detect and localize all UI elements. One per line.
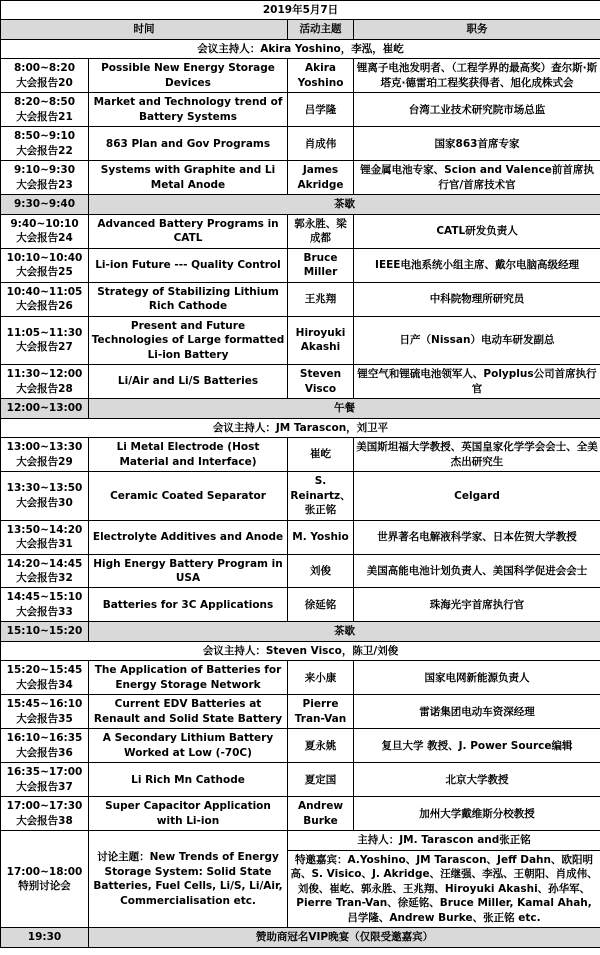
discussion-time: 17:00~18:00特别讨论会 — [1, 831, 89, 928]
session-topic: Current EDV Batteries at Renault and Solid State Battery — [89, 695, 288, 729]
session-title: 北京大学教授 — [354, 763, 600, 797]
session-code-text: 大会报告31 — [16, 538, 73, 551]
discussion-host-row — [1, 831, 600, 850]
chair-label: 会议主持人：JM Tarascon，刘卫平 — [1, 418, 600, 437]
session-time-text: 15:45~16:10 — [6, 698, 83, 711]
session-row — [1, 282, 600, 316]
session-row — [1, 588, 600, 622]
session-speaker: 肖成伟 — [288, 127, 354, 161]
session-time-text: 8:50~9:10 — [13, 130, 76, 143]
session-time-text: 10:10~10:40 — [6, 251, 83, 264]
session-row — [1, 554, 600, 588]
session-row — [1, 365, 600, 399]
break-time: 19:30 — [1, 928, 89, 947]
session-time-text: 8:00~8:20 — [13, 62, 76, 75]
session-time — [1, 59, 89, 93]
session-code-text: 大会报告30 — [16, 496, 73, 509]
chair-row-afternoon-1 — [1, 418, 600, 437]
session-time-text: 13:00~13:30 — [6, 441, 83, 454]
session-row — [1, 127, 600, 161]
session-time — [1, 729, 89, 763]
session-topic: Li-ion Future --- Quality Control — [89, 248, 288, 282]
day-title-row — [1, 1, 600, 20]
session-speaker: 来小康 — [288, 661, 354, 695]
column-header-topic: 活动主题 — [288, 20, 354, 39]
session-topic: Li Rich Mn Cathode — [89, 763, 288, 797]
session-time-text: 13:30~13:50 — [6, 482, 83, 495]
session-time — [1, 472, 89, 520]
session-speaker: Steven Visco — [288, 365, 354, 399]
session-row — [1, 695, 600, 729]
session-speaker: Akira Yoshino — [288, 59, 354, 93]
session-speaker: Andrew Burke — [288, 797, 354, 831]
session-time — [1, 695, 89, 729]
session-speaker: 郭永胜、梁成都 — [288, 214, 354, 248]
session-row — [1, 93, 600, 127]
break-label: 赞助商冠名VIP晚宴（仅限受邀嘉宾） — [89, 928, 600, 947]
column-header-title: 职务 — [354, 20, 600, 39]
session-row — [1, 661, 600, 695]
session-code-text: 大会报告22 — [16, 144, 73, 157]
session-time-text: 11:30~12:00 — [6, 368, 83, 381]
session-time-text: 9:40~10:10 — [10, 217, 79, 230]
session-title: 世界著名电解液科学家、日本佐贺大学教授 — [354, 520, 600, 554]
session-time — [1, 248, 89, 282]
break-row-tea-2 — [1, 622, 600, 641]
session-speaker: M. Yoshio — [288, 520, 354, 554]
session-code-text: 大会报告25 — [16, 266, 73, 279]
break-row-dinner — [1, 928, 600, 947]
session-title: 锂金属电池专家、Scion and Valence前首席执行官/首席技术官 — [354, 161, 600, 195]
session-title: 雷诺集团电动车资深经理 — [354, 695, 600, 729]
session-time — [1, 661, 89, 695]
session-time — [1, 763, 89, 797]
break-row-lunch — [1, 399, 600, 418]
session-time-text: 8:20~8:50 — [13, 96, 76, 109]
session-title: 国家电网新能源负责人 — [354, 661, 600, 695]
session-time — [1, 438, 89, 472]
session-topic: Advanced Battery Programs in CATL — [89, 214, 288, 248]
session-time-text: 15:20~15:45 — [6, 664, 83, 677]
session-row — [1, 248, 600, 282]
session-title: 日产（Nissan）电动车研发副总 — [354, 316, 600, 364]
session-code-text: 大会报告38 — [16, 814, 73, 827]
session-row — [1, 472, 600, 520]
session-title: 复旦大学 教授、J. Power Source编辑 — [354, 729, 600, 763]
session-row — [1, 520, 600, 554]
session-time-text: 13:50~14:20 — [6, 523, 83, 536]
session-speaker: S. Reinartz、张正铭 — [288, 472, 354, 520]
session-time-text: 16:35~17:00 — [6, 766, 83, 779]
session-code-text: 大会报告20 — [16, 76, 73, 89]
session-title: 锂空气和锂硫电池领军人、Polyplus公司首席执行官 — [354, 365, 600, 399]
session-time — [1, 127, 89, 161]
session-title: IEEE电池系统小组主席、戴尔电脑高级经理 — [354, 248, 600, 282]
break-time: 15:10~15:20 — [1, 622, 89, 641]
discussion-topic: 讨论主题：New Trends of Energy Storage System: Solid State Batteries, Fuel Cells, Li/S, Li/Air, Commercialisation etc. — [89, 831, 288, 928]
session-row — [1, 763, 600, 797]
break-label: 茶歇 — [89, 622, 600, 641]
session-code-text: 大会报告21 — [16, 110, 73, 123]
session-speaker: Hiroyuki Akashi — [288, 316, 354, 364]
session-row — [1, 316, 600, 364]
break-row-tea-1 — [1, 195, 600, 214]
session-title: 美国斯坦福大学教授、英国皇家化学学会会士、全美杰出研究生 — [354, 438, 600, 472]
session-time — [1, 520, 89, 554]
break-time: 12:00~13:00 — [1, 399, 89, 418]
session-topic: Possible New Energy Storage Devices — [89, 59, 288, 93]
session-title: CATL研发负责人 — [354, 214, 600, 248]
session-speaker: 夏定国 — [288, 763, 354, 797]
discussion-guests: 特邀嘉宾：A.Yoshino、JM Tarascon、Jeff Dahn、欧阳明高、S. Visico、J. Akridge、汪继强、李泓、王朝阳、肖成伟、刘俊、崔屹、郭永胜、王兆翔、Hiroyuki Akashi、孙华军、Pierre Tran-Van、徐延铭、Bruce Miller, Kamal Ahah, 吕学隆、Andrew Burke、张正铭 etc. — [288, 850, 600, 927]
chair-label: 会议主持人：Akira Yoshino，李泓，崔屹 — [1, 39, 600, 58]
session-speaker: 崔屹 — [288, 438, 354, 472]
session-time-text: 11:05~11:30 — [6, 326, 83, 339]
session-code-text: 大会报告27 — [16, 341, 73, 354]
session-time-text: 10:40~11:05 — [6, 285, 83, 298]
session-topic: Market and Technology trend of Battery Systems — [89, 93, 288, 127]
session-topic: 863 Plan and Gov Programs — [89, 127, 288, 161]
session-title: 锂离子电池发明者、（工程学界的最高奖）查尔斯·斯塔克·德雷珀工程奖获得者、旭化成株式会 — [354, 59, 600, 93]
session-row — [1, 729, 600, 763]
session-code-text: 大会报告32 — [16, 571, 73, 584]
day-title: 2019年5月7日 — [1, 1, 600, 20]
session-code-text: 大会报告33 — [16, 605, 73, 618]
session-time-text: 14:45~15:10 — [6, 591, 83, 604]
session-topic: Electrolyte Additives and Anode — [89, 520, 288, 554]
session-topic: Ceramic Coated Separator — [89, 472, 288, 520]
session-code-text: 大会报告37 — [16, 780, 73, 793]
session-time — [1, 161, 89, 195]
session-speaker: Pierre Tran-Van — [288, 695, 354, 729]
session-title: 美国高能电池计划负责人、美国科学促进会会士 — [354, 554, 600, 588]
session-topic: Present and Future Technologies of Large formatted Li-ion Battery — [89, 316, 288, 364]
session-row — [1, 214, 600, 248]
session-topic: A Secondary Lithium Battery Worked at Low (-70C) — [89, 729, 288, 763]
break-label: 午餐 — [89, 399, 600, 418]
session-topic: Li/Air and Li/S Batteries — [89, 365, 288, 399]
session-time — [1, 554, 89, 588]
session-topic: Systems with Graphite and Li Metal Anode — [89, 161, 288, 195]
session-time-text: 16:10~16:35 — [6, 732, 83, 745]
session-code-text: 大会报告24 — [16, 232, 73, 245]
break-time: 9:30~9:40 — [1, 195, 89, 214]
session-time-text: 17:00~17:30 — [6, 800, 83, 813]
column-header-time: 时间 — [1, 20, 288, 39]
session-time — [1, 93, 89, 127]
session-title: 珠海光宇首席执行官 — [354, 588, 600, 622]
session-time-text: 9:10~9:30 — [13, 164, 76, 177]
session-speaker: Bruce Miller — [288, 248, 354, 282]
session-title: 台湾工业技术研究院市场总监 — [354, 93, 600, 127]
session-speaker: 刘俊 — [288, 554, 354, 588]
session-row — [1, 161, 600, 195]
discussion-host: 主持人：JM. Tarascon and张正铭 — [288, 831, 600, 850]
chair-label: 会议主持人：Steven Visco，陈卫/刘俊 — [1, 641, 600, 660]
session-speaker: James Akridge — [288, 161, 354, 195]
session-code-text: 大会报告23 — [16, 178, 73, 191]
session-time — [1, 588, 89, 622]
session-code-text: 大会报告28 — [16, 382, 73, 395]
session-row — [1, 797, 600, 831]
session-time — [1, 797, 89, 831]
session-topic: High Energy Battery Program in USA — [89, 554, 288, 588]
session-row — [1, 438, 600, 472]
session-time — [1, 214, 89, 248]
session-code-text: 大会报告26 — [16, 300, 73, 313]
chair-row-afternoon-2 — [1, 641, 600, 660]
column-header-row — [1, 20, 600, 39]
chair-row-morning — [1, 39, 600, 58]
session-time — [1, 365, 89, 399]
break-label: 茶歇 — [89, 195, 600, 214]
session-topic: Batteries for 3C Applications — [89, 588, 288, 622]
session-title: 中科院物理所研究员 — [354, 282, 600, 316]
session-title: Celgard — [354, 472, 600, 520]
session-code-text: 大会报告29 — [16, 455, 73, 468]
session-title: 国家863首席专家 — [354, 127, 600, 161]
session-code-text: 大会报告34 — [16, 678, 73, 691]
session-topic: Strategy of Stabilizing Lithium Rich Cathode — [89, 282, 288, 316]
session-code-text: 大会报告35 — [16, 712, 73, 725]
session-topic: The Application of Batteries for Energy Storage Network — [89, 661, 288, 695]
session-speaker: 徐延铭 — [288, 588, 354, 622]
session-time — [1, 316, 89, 364]
session-topic: Li Metal Electrode (Host Material and Interface) — [89, 438, 288, 472]
session-row — [1, 59, 600, 93]
session-speaker: 夏永姚 — [288, 729, 354, 763]
agenda-body — [1, 1, 600, 948]
session-code-text: 大会报告36 — [16, 746, 73, 759]
session-speaker: 吕学隆 — [288, 93, 354, 127]
session-time-text: 14:20~14:45 — [6, 557, 83, 570]
session-time — [1, 282, 89, 316]
session-topic: Super Capacitor Application with Li-ion — [89, 797, 288, 831]
session-title: 加州大学戴维斯分校教授 — [354, 797, 600, 831]
session-speaker: 王兆翔 — [288, 282, 354, 316]
